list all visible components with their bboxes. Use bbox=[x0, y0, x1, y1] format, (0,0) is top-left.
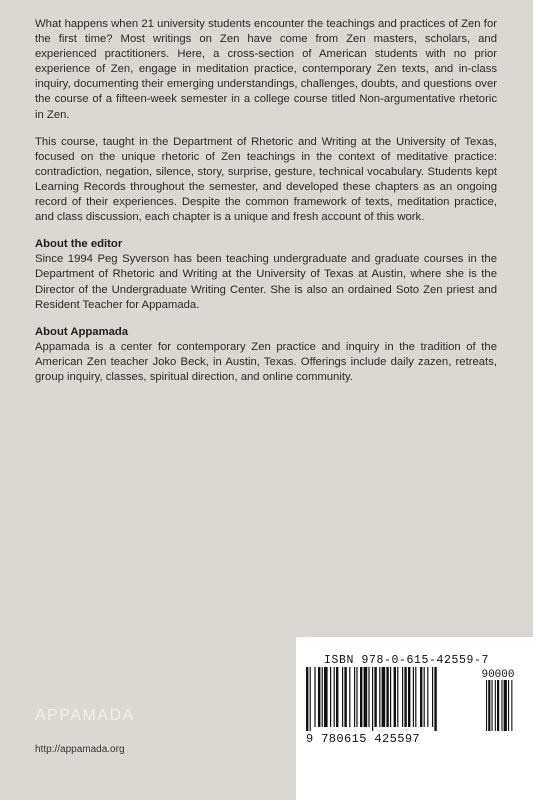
isbn-label: ISBN 978-0-615-42559-7 bbox=[324, 654, 490, 667]
barcode-bar bbox=[334, 667, 335, 727]
barcode-bar bbox=[364, 667, 368, 727]
publisher-url[interactable]: http://appamada.org bbox=[35, 744, 125, 755]
barcode-addon-bar bbox=[501, 680, 502, 731]
barcode-bar bbox=[368, 667, 369, 727]
about-editor-body: Since 1994 Peg Syverson has been teaching undergraduate and graduate courses in the Department of Rhetoric and Writing at the University of Texas at Austin, where she is the Director of the Undergraduate Writing Center. She is also an ordained Soto Zen priest and Resident Teacher for Appamada. bbox=[35, 253, 497, 311]
barcode-number: 9 780615 425597 bbox=[306, 732, 421, 746]
barcode-bar bbox=[402, 667, 403, 727]
barcode-bar bbox=[424, 667, 425, 727]
barcode-bar bbox=[322, 667, 323, 727]
about-appamada-section bbox=[35, 325, 497, 385]
barcode-bar bbox=[330, 667, 331, 727]
barcode-bar bbox=[386, 667, 388, 727]
barcode-bar bbox=[306, 667, 308, 731]
barcode-addon-bar bbox=[486, 680, 487, 731]
barcode-graphic bbox=[306, 667, 526, 735]
barcode-bar bbox=[390, 667, 391, 727]
barcode-addon-bar bbox=[504, 680, 507, 731]
barcode-bar bbox=[360, 667, 362, 727]
barcode-bar bbox=[318, 667, 320, 727]
barcode-addon-bar bbox=[488, 680, 490, 731]
about-editor-section bbox=[35, 237, 497, 312]
barcode-bar bbox=[404, 667, 406, 727]
barcode-bar bbox=[314, 667, 315, 727]
barcode-bar bbox=[356, 667, 357, 727]
barcode-addon-bar bbox=[495, 680, 496, 731]
blurb-text-block bbox=[35, 17, 497, 397]
blurb-paragraph-2: This course, taught in the Department of Rhetoric and Writing at the University of Texas, focused on the unique rhetoric of Zen teachings in the context of meditative practice: contradiction, negation, silence, story, surprise, gesture, technical vocabulary. Students kept Learning Records throughout the semester, and developed these chapters as an ongoing record of their experiences. Despite the common framework of texts, meditation practice, and class discussion, each chapter is a unique and fresh account of this work. bbox=[35, 135, 497, 224]
barcode-addon-bar bbox=[508, 680, 509, 731]
barcode-bar bbox=[324, 667, 328, 727]
barcode-bar bbox=[432, 667, 433, 727]
barcode-addon-bar bbox=[492, 680, 493, 731]
barcode-bar bbox=[415, 667, 416, 727]
barcode-bar bbox=[394, 667, 396, 727]
barcode-bar bbox=[408, 667, 410, 727]
barcode-bar bbox=[420, 667, 422, 727]
about-appamada-body: Appamada is a center for contemporary Zen practice and inquiry in the tradition of the American Zen teacher Joko Beck, in Austin, Texas. Offerings include daily zazen, retreats, group inquiry, classes, spiritual direction, and online community. bbox=[35, 340, 497, 383]
barcode-bar bbox=[336, 667, 338, 727]
barcode-bar bbox=[397, 667, 398, 727]
barcode-bar bbox=[434, 667, 436, 731]
barcode-bar bbox=[344, 667, 346, 727]
barcode-bar bbox=[349, 667, 350, 727]
barcode-bar bbox=[379, 667, 380, 727]
about-appamada-heading: About Appamada bbox=[35, 325, 129, 338]
barcode-bar bbox=[382, 667, 386, 727]
barcode-bar bbox=[354, 667, 355, 727]
barcode-bar bbox=[310, 667, 311, 731]
barcode-bar bbox=[413, 667, 414, 727]
barcode-bar bbox=[342, 667, 343, 727]
publisher-logo-text: APPAMADA bbox=[35, 707, 135, 724]
barcode-bar bbox=[427, 667, 428, 727]
about-editor-heading: About the editor bbox=[35, 238, 123, 251]
barcode-addon-bar bbox=[497, 680, 499, 731]
barcode-bar bbox=[374, 667, 376, 727]
blurb-paragraph-1: What happens when 21 university students encounter the teachings and practices of Zen for the first time? Most writings on Zen have come from Zen masters, scholars, and experienced practitioners. Here, a cross-section of American students with no prior experience of Zen, engage in meditation practice, contemporary Zen texts, and in-class inquiry, documenting their emerging understandings, challenges, doubts, and questions over the course of a fifteen-week semester in a college course titled Non-argumentative rhetoric in Zen. bbox=[35, 18, 497, 121]
barcode-addon-number: 90000 bbox=[481, 669, 515, 681]
barcode-addon-bar bbox=[511, 680, 512, 731]
barcode-bar bbox=[372, 667, 373, 731]
